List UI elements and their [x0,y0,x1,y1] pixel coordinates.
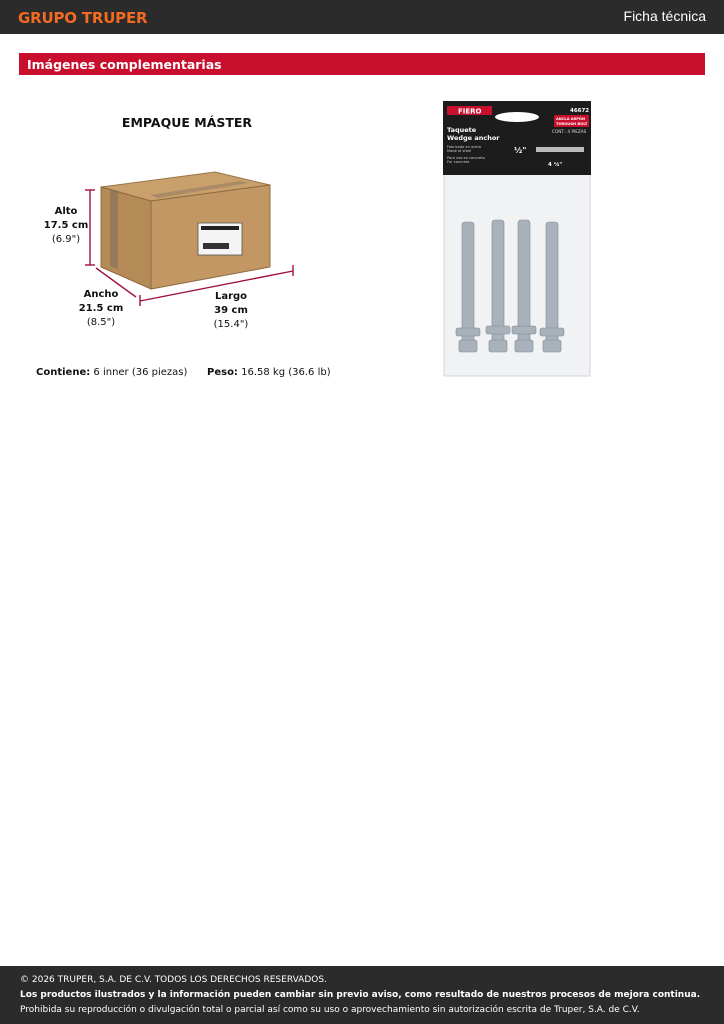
package-length: 4 ¼" [548,162,563,168]
length-dimension [205,290,257,332]
package-name-es: Taquete [447,126,477,134]
width-label: Ancho [83,289,119,300]
footer-notice: Los productos ilustrados y la información pueden cambiar sin previo aviso, como resultado de nuestros procesos de mejora continua. [20,990,701,1000]
section-title: Imágenes complementarias [27,57,222,72]
height-imperial: (6.9") [51,234,81,245]
package-brand: FIERO [458,107,482,116]
master-box-illustration [30,105,330,395]
package-contents: CONT.: 4 PIEZAS [552,129,587,134]
width-metric: 21.5 cm [78,303,124,314]
contains-label: Contiene: [36,367,91,378]
height-metric: 17.5 cm [43,220,89,231]
height-label: Alto [54,206,78,217]
package-material-en: Made of steel [447,149,472,153]
length-label: Largo [214,291,248,302]
width-dimension [75,288,127,330]
package-material-es: Fabricado en acero [447,145,482,149]
length-imperial: (15.4") [213,319,249,330]
footer-copyright: © 2026 TRUPER, S.A. DE C.V. TODOS LOS DERECHOS RESERVADOS. [20,975,327,985]
weight-info [207,366,331,380]
blister-pack-illustration [442,100,592,378]
length-metric: 39 cm [214,305,248,316]
width-imperial: (8.5") [86,317,116,328]
package-badge-en: THROUGH BOLT [556,122,588,126]
package-badge-es: ANCLA ARPÓN [556,117,585,121]
master-pack-figure [30,105,330,395]
weight-label: Peso: [207,367,238,378]
top-bar [0,0,724,34]
package-diameter: ½" [514,146,527,155]
footer-legal: Prohibida su reproducción o divulgación total o parcial así como su uso o aprovechamiento sin autorización escrita de Truper, S.A. de C.V. [20,1005,640,1015]
product-package-image [442,100,592,378]
master-pack-title: EMPAQUE MÁSTER [121,115,253,130]
contains-info [36,366,187,380]
document-title: Ficha técnica [623,8,706,24]
brand-logo: GRUPO TRUPER [18,9,148,27]
contains-value: 6 inner (36 piezas) [93,367,188,378]
package-use-es: Para uso en concreto [447,156,485,160]
footer [0,966,724,1024]
section-header [19,53,705,75]
package-use-en: For concrete [447,160,470,164]
weight-value: 16.58 kg (36.6 lb) [241,367,331,378]
height-dimension [40,205,92,247]
package-code: 46672 [570,108,590,114]
package-name-en: Wedge anchor [447,134,500,142]
